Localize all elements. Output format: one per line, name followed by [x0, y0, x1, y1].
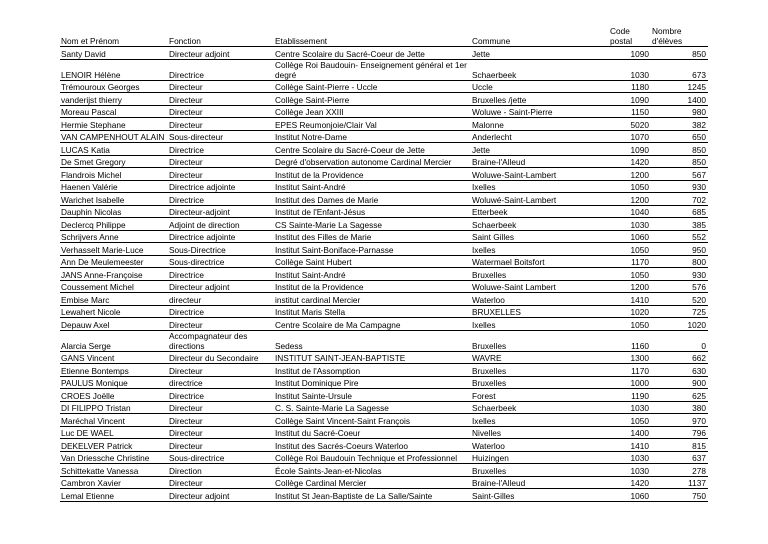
cell-commune: Bruxelles [471, 464, 609, 477]
cell-student-count: 725 [651, 305, 708, 318]
cell-student-count: 685 [651, 205, 708, 218]
table-row [60, 130, 708, 143]
cell-student-count: 750 [651, 489, 708, 502]
cell-student-count: 0 [651, 330, 708, 351]
cell-name: Depauw Axel [60, 318, 168, 331]
table-row [60, 243, 708, 256]
cell-student-count: 625 [651, 389, 708, 402]
table-row [60, 464, 708, 477]
cell-school: Centre Scolaire du Sacré-Coeur de Jette [274, 143, 471, 156]
table-row [60, 476, 708, 489]
cell-name: Lemal Etienne [60, 489, 168, 502]
cell-school: Institut Saint-André [274, 268, 471, 281]
cell-postal-code: 1150 [609, 105, 651, 118]
table-row [60, 376, 708, 389]
cell-student-count: 576 [651, 280, 708, 293]
cell-student-count: 702 [651, 193, 708, 206]
cell-commune: Etterbeek [471, 205, 609, 218]
cell-commune: Uccle [471, 80, 609, 93]
cell-commune: Braine-l'Alleud [471, 155, 609, 168]
cell-school: Collège Cardinal Mercier [274, 476, 471, 489]
cell-commune: Malonne [471, 118, 609, 131]
cell-commune: Schaerbeek [471, 401, 609, 414]
table-row [60, 180, 708, 193]
cell-school: Institut Sainte-Ursule [274, 389, 471, 402]
cell-commune: Jette [471, 47, 609, 60]
table-body [60, 47, 708, 502]
cell-school: Institut de la Providence [274, 168, 471, 181]
cell-commune: BRUXELLES [471, 305, 609, 318]
cell-name: De Smet Gregory [60, 155, 168, 168]
cell-student-count: 930 [651, 268, 708, 281]
table-row [60, 205, 708, 218]
cell-role: Directrice adjointe [168, 230, 274, 243]
cell-role: Sous-Directrice [168, 243, 274, 256]
cell-postal-code: 1420 [609, 476, 651, 489]
cell-name: Trémouroux Georges [60, 80, 168, 93]
cell-role: Direction [168, 464, 274, 477]
cell-school: Collège Jean XXIII [274, 105, 471, 118]
cell-student-count: 900 [651, 376, 708, 389]
cell-school: Institut des Dames de Marie [274, 193, 471, 206]
cell-postal-code: 1030 [609, 401, 651, 414]
cell-name: vanderijst thierry [60, 93, 168, 106]
cell-postal-code: 5020 [609, 118, 651, 131]
header-school: Etablissement [274, 26, 471, 47]
cell-role: Directeur [168, 401, 274, 414]
cell-role: Directeur adjoint [168, 47, 274, 60]
cell-school: Institut Dominique Pire [274, 376, 471, 389]
cell-role: Directeur [168, 93, 274, 106]
cell-postal-code: 1200 [609, 280, 651, 293]
table-row [60, 351, 708, 364]
cell-role: Accompagnateur des directions [168, 330, 274, 351]
cell-student-count: 850 [651, 47, 708, 60]
cell-school: CS Sainte-Marie La Sagesse [274, 218, 471, 231]
cell-role: Directrice [168, 268, 274, 281]
table-row [60, 155, 708, 168]
cell-commune: Waterloo [471, 293, 609, 306]
table-row [60, 280, 708, 293]
cell-commune: Ixelles [471, 243, 609, 256]
cell-postal-code: 1030 [609, 464, 651, 477]
cell-name: Lewahert Nicole [60, 305, 168, 318]
table-row [60, 489, 708, 502]
cell-name: Moreau Pascal [60, 105, 168, 118]
cell-school: C. S. Sainte-Marie La Sagesse [274, 401, 471, 414]
table-row [60, 255, 708, 268]
cell-postal-code: 1200 [609, 168, 651, 181]
cell-school: Collège Roi Baudouin Technique et Professionnel [274, 451, 471, 464]
cell-school: Sedess [274, 330, 471, 351]
cell-student-count: 567 [651, 168, 708, 181]
cell-name: DI FILIPPO Tristan [60, 401, 168, 414]
cell-role: Directeur [168, 118, 274, 131]
cell-name: JANS Anne-Françoise [60, 268, 168, 281]
table-row [60, 389, 708, 402]
cell-postal-code: 1410 [609, 439, 651, 452]
cell-commune: Saint-Gilles [471, 489, 609, 502]
cell-commune: Watermael Boitsfort [471, 255, 609, 268]
cell-commune: Braine-l'Alleud [471, 476, 609, 489]
table-row [60, 426, 708, 439]
cell-commune: Saint Gilles [471, 230, 609, 243]
cell-student-count: 850 [651, 155, 708, 168]
table-row [60, 93, 708, 106]
cell-student-count: 673 [651, 59, 708, 80]
table-row [60, 143, 708, 156]
cell-student-count: 662 [651, 351, 708, 364]
cell-commune: Ixelles [471, 180, 609, 193]
cell-commune: WAVRE [471, 351, 609, 364]
cell-postal-code: 1020 [609, 305, 651, 318]
cell-commune: Bruxelles [471, 268, 609, 281]
table-row [60, 439, 708, 452]
cell-student-count: 382 [651, 118, 708, 131]
cell-role: Sous-directrice [168, 451, 274, 464]
table-row [60, 451, 708, 464]
cell-postal-code: 1170 [609, 255, 651, 268]
cell-postal-code: 1410 [609, 293, 651, 306]
cell-student-count: 1245 [651, 80, 708, 93]
cell-student-count: 950 [651, 243, 708, 256]
cell-name: Van Driessche Christine [60, 451, 168, 464]
table-row [60, 105, 708, 118]
cell-postal-code: 1200 [609, 193, 651, 206]
cell-commune: Woluwe-Saint-Lambert [471, 168, 609, 181]
cell-commune: Bruxelles /jette [471, 93, 609, 106]
cell-name: Coussement Michel [60, 280, 168, 293]
cell-school: institut cardinal Mercier [274, 293, 471, 306]
header-postal-code: Code postal [609, 26, 651, 47]
cell-role: Directeur [168, 80, 274, 93]
cell-name: Etienne Bontemps [60, 364, 168, 377]
table-row [60, 293, 708, 306]
cell-commune: Bruxelles [471, 330, 609, 351]
cell-name: Schrijvers Anne [60, 230, 168, 243]
cell-postal-code: 1030 [609, 59, 651, 80]
cell-school: Degré d'observation autonome Cardinal Mercier [274, 155, 471, 168]
cell-postal-code: 1030 [609, 451, 651, 464]
cell-name: Santy David [60, 47, 168, 60]
cell-commune: Bruxelles [471, 376, 609, 389]
cell-role: Directeur [168, 476, 274, 489]
cell-postal-code: 1420 [609, 155, 651, 168]
table-row [60, 401, 708, 414]
cell-postal-code: 1050 [609, 318, 651, 331]
spreadsheet-page [60, 26, 708, 502]
header-role: Fonction [168, 26, 274, 47]
cell-school: INSTITUT SAINT-JEAN-BAPTISTE [274, 351, 471, 364]
cell-student-count: 970 [651, 414, 708, 427]
cell-student-count: 385 [651, 218, 708, 231]
cell-role: Adjoint de direction [168, 218, 274, 231]
cell-name: Ann De Meulemeester [60, 255, 168, 268]
table-row [60, 59, 708, 80]
cell-student-count: 1137 [651, 476, 708, 489]
cell-school: Institut Saint-Boniface-Parnasse [274, 243, 471, 256]
header-name: Nom et Prénom [60, 26, 168, 47]
cell-postal-code: 1090 [609, 143, 651, 156]
cell-postal-code: 1090 [609, 47, 651, 60]
cell-postal-code: 1170 [609, 364, 651, 377]
cell-student-count: 1400 [651, 93, 708, 106]
cell-role: Directrice [168, 193, 274, 206]
cell-name: Flandrois Michel [60, 168, 168, 181]
cell-postal-code: 1030 [609, 218, 651, 231]
cell-postal-code: 1300 [609, 351, 651, 364]
cell-role: directrice [168, 376, 274, 389]
cell-name: Embise Marc [60, 293, 168, 306]
cell-name: Dauphin Nicolas [60, 205, 168, 218]
cell-school: Centre Scolaire du Sacré-Coeur de Jette [274, 47, 471, 60]
cell-student-count: 278 [651, 464, 708, 477]
cell-postal-code: 1070 [609, 130, 651, 143]
cell-role: Directrice [168, 389, 274, 402]
cell-role: Directrice [168, 143, 274, 156]
cell-postal-code: 1160 [609, 330, 651, 351]
cell-postal-code: 1190 [609, 389, 651, 402]
cell-postal-code: 1050 [609, 414, 651, 427]
cell-commune: Woluwe - Saint-Pierre [471, 105, 609, 118]
cell-school: Collège Saint-Pierre - Uccle [274, 80, 471, 93]
cell-role: Directrice adjointe [168, 180, 274, 193]
cell-commune: Waterloo [471, 439, 609, 452]
table-row [60, 305, 708, 318]
table-header-row [60, 26, 708, 47]
cell-school: Institut Maris Stella [274, 305, 471, 318]
cell-name: Warichet Isabelle [60, 193, 168, 206]
cell-commune: Nivelles [471, 426, 609, 439]
cell-postal-code: 1000 [609, 376, 651, 389]
cell-school: Collège Saint Hubert [274, 255, 471, 268]
cell-role: Directeur [168, 155, 274, 168]
cell-student-count: 800 [651, 255, 708, 268]
cell-name: LUCAS Katia [60, 143, 168, 156]
cell-school: Centre Scolaire de Ma Campagne [274, 318, 471, 331]
table-row [60, 218, 708, 231]
cell-name: LENOIR Hélène [60, 59, 168, 80]
cell-commune: Schaerbeek [471, 59, 609, 80]
cell-school: Institut de l'Enfant-Jésus [274, 205, 471, 218]
cell-school: Institut Notre-Dame [274, 130, 471, 143]
cell-role: Directeur [168, 364, 274, 377]
table-row [60, 268, 708, 281]
cell-school: Institut Saint-André [274, 180, 471, 193]
cell-school: Institut du Sacré-Coeur [274, 426, 471, 439]
cell-commune: Ixelles [471, 414, 609, 427]
cell-postal-code: 1180 [609, 80, 651, 93]
cell-commune: Huizingen [471, 451, 609, 464]
cell-commune: Bruxelles [471, 364, 609, 377]
cell-postal-code: 1040 [609, 205, 651, 218]
table-row [60, 330, 708, 351]
cell-postal-code: 1050 [609, 180, 651, 193]
cell-role: Directeur-adjoint [168, 205, 274, 218]
cell-student-count: 552 [651, 230, 708, 243]
cell-name: Cambron Xavier [60, 476, 168, 489]
cell-role: Directeur adjoint [168, 280, 274, 293]
cell-commune: Woluwé-Saint-Lambert [471, 193, 609, 206]
cell-school: Institut de la Providence [274, 280, 471, 293]
cell-student-count: 520 [651, 293, 708, 306]
cell-student-count: 380 [651, 401, 708, 414]
cell-role: Directeur adjoint [168, 489, 274, 502]
cell-name: Declercq Philippe [60, 218, 168, 231]
cell-commune: Ixelles [471, 318, 609, 331]
cell-school: Institut des Filles de Marie [274, 230, 471, 243]
cell-name: Verhasselt Marie-Luce [60, 243, 168, 256]
cell-name: Hermie Stephane [60, 118, 168, 131]
cell-role: Directeur [168, 318, 274, 331]
cell-student-count: 650 [651, 130, 708, 143]
cell-student-count: 630 [651, 364, 708, 377]
cell-school: Collège Roi Baudouin- Enseignement général et 1er degré [274, 59, 471, 80]
cell-name: Haenen Valérie [60, 180, 168, 193]
cell-role: Directeur [168, 105, 274, 118]
cell-school: Institut de l'Assomption [274, 364, 471, 377]
cell-school: Institut des Sacrés-Coeurs Waterloo [274, 439, 471, 452]
cell-name: Schittekatte Vanessa [60, 464, 168, 477]
table-row [60, 47, 708, 60]
cell-name: Maréchal Vincent [60, 414, 168, 427]
table-row [60, 230, 708, 243]
cell-role: Directrice [168, 305, 274, 318]
cell-postal-code: 1090 [609, 93, 651, 106]
cell-postal-code: 1060 [609, 489, 651, 502]
cell-school: EPES Reumonjoie/Clair Val [274, 118, 471, 131]
table-row [60, 364, 708, 377]
cell-postal-code: 1050 [609, 243, 651, 256]
cell-role: Sous-directrice [168, 255, 274, 268]
cell-role: Directeur [168, 414, 274, 427]
table-row [60, 168, 708, 181]
cell-role: Directeur du Secondaire [168, 351, 274, 364]
cell-role: Directeur [168, 426, 274, 439]
cell-commune: Forest [471, 389, 609, 402]
cell-role: Sous-directeur [168, 130, 274, 143]
cell-name: DEKELVER Patrick [60, 439, 168, 452]
cell-student-count: 930 [651, 180, 708, 193]
cell-student-count: 980 [651, 105, 708, 118]
directors-table [60, 26, 708, 502]
cell-school: Collège Saint Vincent-Saint François [274, 414, 471, 427]
table-row [60, 414, 708, 427]
cell-school: Collège Saint-Pierre [274, 93, 471, 106]
cell-commune: Schaerbeek [471, 218, 609, 231]
cell-name: VAN CAMPENHOUT ALAIN [60, 130, 168, 143]
cell-role: Directeur [168, 439, 274, 452]
cell-name: CROES Joëlle [60, 389, 168, 402]
cell-name: Alarcia Serge [60, 330, 168, 351]
table-row [60, 80, 708, 93]
cell-student-count: 1020 [651, 318, 708, 331]
cell-role: directeur [168, 293, 274, 306]
cell-commune: Woluwe-Saint Lambert [471, 280, 609, 293]
cell-student-count: 815 [651, 439, 708, 452]
cell-student-count: 850 [651, 143, 708, 156]
cell-commune: Jette [471, 143, 609, 156]
cell-student-count: 796 [651, 426, 708, 439]
cell-school: École Saints-Jean-et-Nicolas [274, 464, 471, 477]
cell-commune: Anderlecht [471, 130, 609, 143]
cell-name: GANS Vincent [60, 351, 168, 364]
header-commune: Commune [471, 26, 609, 47]
cell-role: Directrice [168, 59, 274, 80]
table-row [60, 193, 708, 206]
cell-name: PAULUS Monique [60, 376, 168, 389]
cell-postal-code: 1060 [609, 230, 651, 243]
cell-name: Luc DE WAEL [60, 426, 168, 439]
cell-student-count: 637 [651, 451, 708, 464]
cell-role: Directeur [168, 168, 274, 181]
cell-postal-code: 1050 [609, 268, 651, 281]
table-row [60, 118, 708, 131]
cell-postal-code: 1400 [609, 426, 651, 439]
cell-school: Institut St Jean-Baptiste de La Salle/Sainte [274, 489, 471, 502]
table-row [60, 318, 708, 331]
header-student-count: Nombre d'élèves [651, 26, 708, 47]
